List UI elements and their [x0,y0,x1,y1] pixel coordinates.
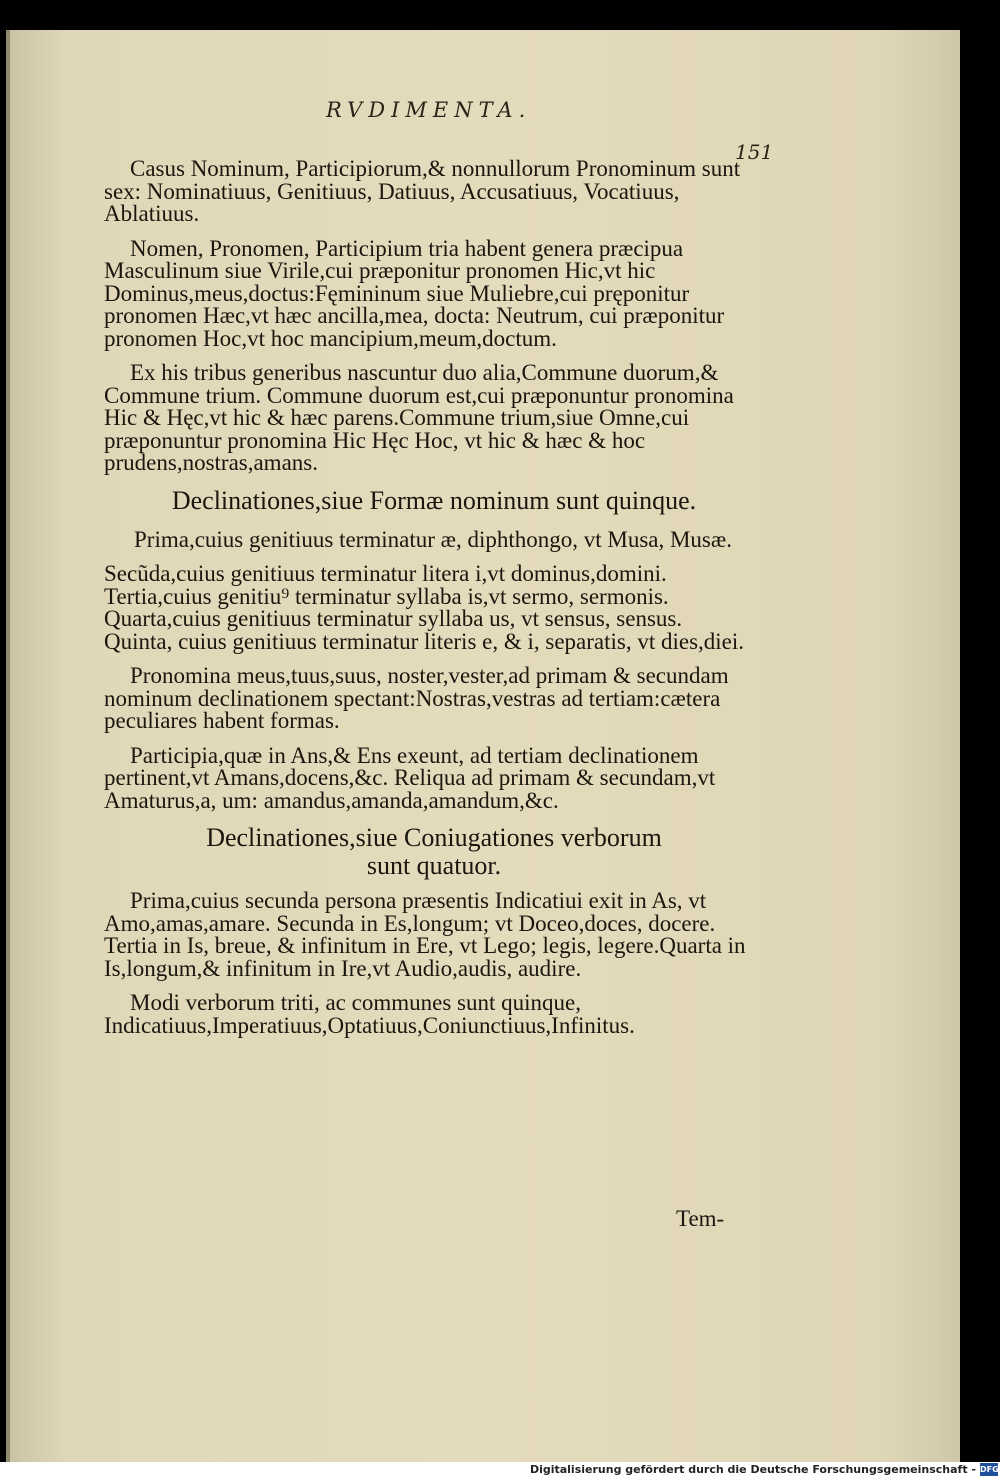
running-title: RVDIMENTA. [326,98,532,122]
heading-coniugationes-line2: sunt quatuor. [366,851,502,880]
paragraph-modi: Modi verborum triti, ac communes sunt quinque, Indicatiuus,Imperatiuus,Optatiuus,Coniunctiuus,Infinitus. [104,990,635,1038]
dfg-logo-icon: DFG [980,1465,999,1474]
paragraph-prima-coniugatio: Prima,cuius secunda persona præsentis Indicatiui exit in As, vt Amo,amas,amare. Secunda in Es,longum; vt Doceo,doces, docere. Tertia in Is, breue, & infinitum in Ere, vt Lego; legis, legere.Quarta in Is,longum,& infinitum in Ire,vt Audio,audis, audire. [104,888,746,981]
heading-coniugationes-line1: Declinationes,siue Coniugationes verborum [206,823,662,852]
declension-tertia: Tertia,cuius genitiu⁹ terminatur syllaba is,vt sermo, sermonis. [104,583,669,609]
catchword: Tem- [676,1206,725,1231]
declension-prima: Prima,cuius genitiuus terminatur æ, diphthongo, vt Musa, Musæ. [134,526,732,552]
body-text [104,158,764,1049]
heading-declinationes: Declinationes,siue Formæ nominum sunt quinque. [171,485,697,515]
paragraph-commune: Ex his tribus generibus nascuntur duo alia,Commune duorum,& Commune trium. Commune duorum est,cui præponuntur pronomina Hic & Hęc,vt hic & hæc parens.Commune trium,siue Omne,cui præponuntur pronomina Hic Hęc Hoc, vt hic & hæc & hoc prudens,nostras,amans. [104,360,734,475]
paragraph-casus: Casus Nominum, Participiorum,& nonnullorum Pronominum sunt sex: Nominatiuus, Genitiuus, Datiuus, Accusatiuus, Vocatiuus, Ablatiuus. [104,156,741,226]
paragraph-pronomina: Pronomina meus,tuus,suus, noster,vester,ad primam & secundam nominum declinationem spectant:Nostras,vestras ad tertiam:cætera peculiares habent formas. [104,663,729,733]
page-number: 151 [735,140,774,164]
footer-credit: Digitalisierung gefördert durch die Deutsche Forschungsgemeinschaft - [529,1463,976,1476]
paragraph-participia: Participia,quæ in Ans,& Ens exeunt, ad tertiam declinationem pertinent,vt Amans,docens,&c. Reliqua ad primam & secundam,vt Amaturus,a, um: amandus,amanda,amandum,&c. [104,742,716,813]
declension-quarta: Quarta,cuius genitiuus terminatur syllaba us, vt sensus, sensus. [104,606,683,631]
declension-secunda: Secũda,cuius genitiuus terminatur litera i,vt dominus,domini. [104,561,667,586]
declension-quinta: Quinta, cuius genitiuus terminatur literis e, & i, separatis, vt dies,diei. [104,628,745,654]
paragraph-genera: Nomen, Pronomen, Participium tria habent genera præcipua Masculinum siue Virile,cui præponitur pronomen Hic,vt hic Dominus,meus,doctus:Fęmininum siue Muliebre,cui pręponitur pronomen Hæc,vt hæc ancilla,mea, docta: Neutrum, cui præponitur pronomen Hoc,vt hoc mancipium,meum,doctum. [104,235,725,351]
heading-coniugationes [104,824,764,880]
